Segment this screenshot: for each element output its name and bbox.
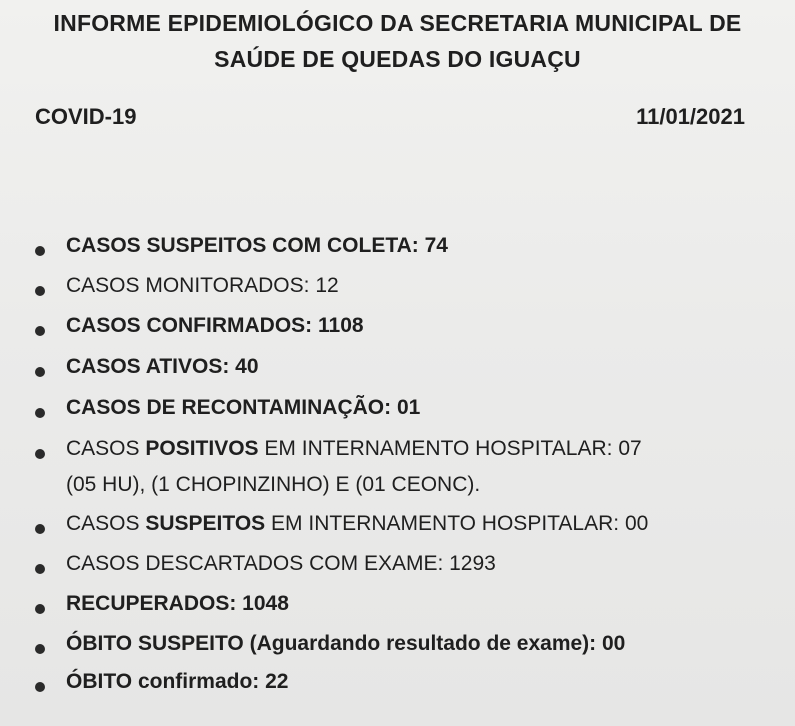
report-date: 11/01/2021: [636, 104, 745, 129]
bullet-icon: [35, 644, 45, 654]
item-text: CASOS CONFIRMADOS: 1108: [66, 314, 364, 337]
item-text-bold: ÓBITO SUSPEITO: [66, 632, 244, 655]
item-text-suffix: (Aguardando resultado de exame): 00: [243, 632, 626, 655]
item-text-prefix: CASOS: [66, 512, 146, 535]
item-text: CASOS DE RECONTAMINAÇÃO: 01: [66, 396, 421, 419]
item-text: CASOS MONITORADOS: 12: [66, 274, 339, 297]
bullet-icon: [35, 449, 45, 459]
item-text-prefix: CASOS: [66, 437, 146, 460]
item-text-suffix: EM INTERNAMENTO HOSPITALAR: 00: [265, 512, 649, 535]
bullet-icon: [35, 408, 45, 418]
item-text-suffix: EM INTERNAMENTO HOSPITALAR: 07: [258, 437, 642, 460]
item-text: [66, 670, 289, 694]
item-text-continuation: (05 HU), (1 CHOPINZINHO) E (01 CEONC).: [66, 473, 481, 496]
bullet-icon: [35, 286, 45, 296]
bullet-icon: [35, 326, 45, 336]
item-text: [66, 437, 642, 461]
item-text-bold: SUSPEITOS: [145, 512, 266, 535]
bullet-icon: [35, 682, 45, 692]
item-text: CASOS ATIVOS: 40: [66, 355, 259, 378]
item-text: [66, 512, 648, 536]
bullet-icon: [35, 367, 45, 377]
item-text: [66, 632, 625, 656]
item-text-suffix: confirmado: 22: [132, 670, 289, 693]
bullet-icon: [35, 564, 45, 574]
report-title-line2: SAÚDE DE QUEDAS DO IGUAÇU: [214, 46, 581, 72]
item-text: CASOS DESCARTADOS COM EXAME: 1293: [66, 552, 496, 575]
item-text-bold: POSITIVOS: [145, 437, 259, 460]
report-title-line1: INFORME EPIDEMIOLÓGICO DA SECRETARIA MUNICIPAL DE: [53, 10, 742, 36]
bullet-icon: [35, 246, 45, 256]
item-text: RECUPERADOS: 1048: [66, 592, 289, 615]
item-text: CASOS SUSPEITOS COM COLETA: 74: [66, 234, 448, 257]
item-text-bold: ÓBITO: [66, 670, 133, 693]
bullet-icon: [35, 524, 45, 534]
bullet-icon: [35, 604, 45, 614]
report-subject: COVID-19: [35, 104, 137, 129]
